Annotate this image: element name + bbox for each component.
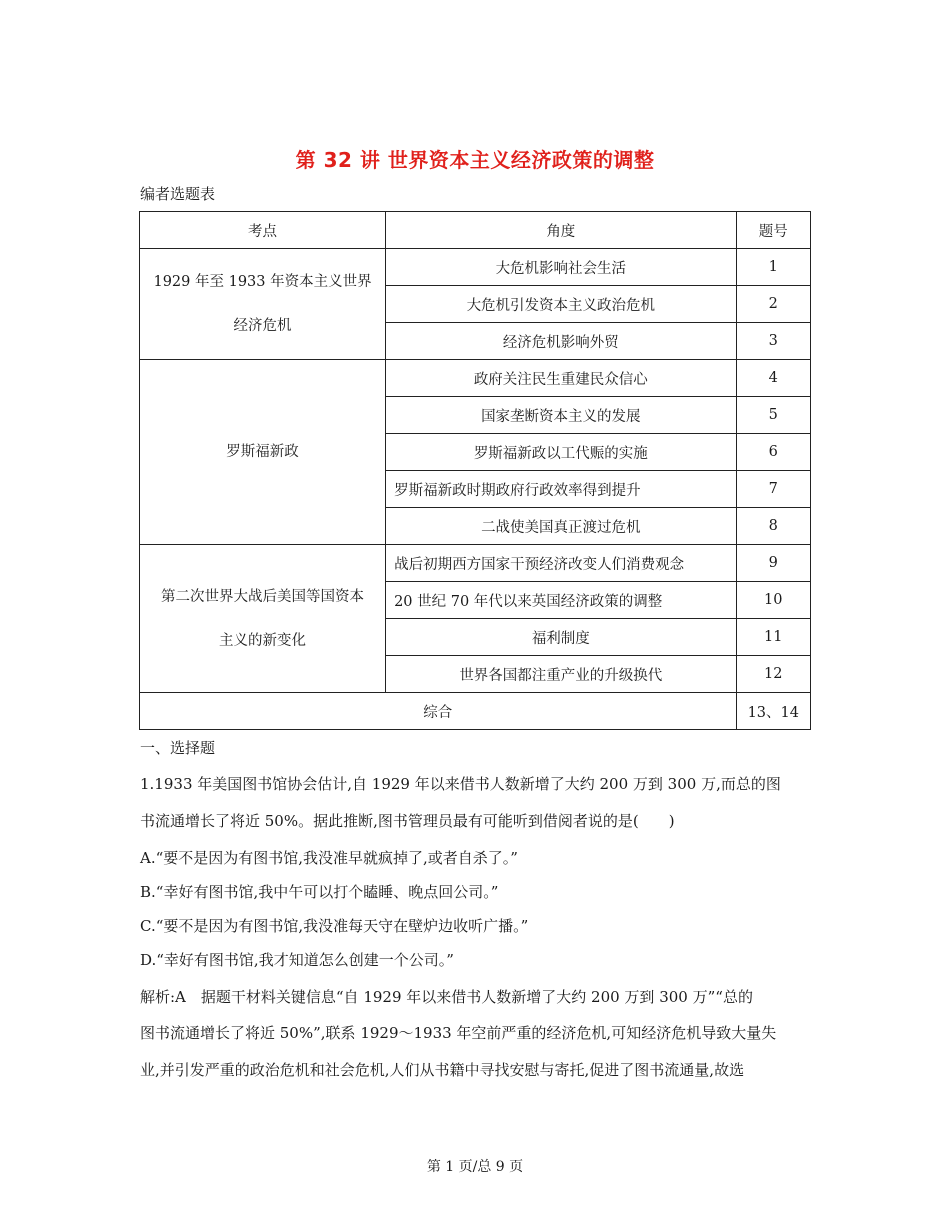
- page-title: 第 32 讲 世界资本主义经济政策的调整: [295, 148, 655, 172]
- angle-cell: 大危机影响社会生活: [386, 249, 736, 286]
- angle-cell: 大危机引发资本主义政治危机: [386, 286, 736, 323]
- header-number: 题号: [736, 212, 810, 249]
- section-heading: 一、选择题: [140, 739, 216, 757]
- topic-cell: [140, 360, 386, 545]
- angle-cell: 国家垄断资本主义的发展: [386, 397, 736, 434]
- number-cell: 8: [736, 508, 810, 545]
- number-cell: 7: [736, 471, 810, 508]
- angle-cell: 战后初期西方国家干预经济改变人们消费观念: [386, 545, 736, 582]
- header-angle: 角度: [386, 212, 736, 249]
- analysis-line: 解析:A 据题干材料关键信息“自 1929 年以来借书人数新增了大约 200 万到 300 万”“总的: [140, 988, 753, 1006]
- angle-cell: 政府关注民生重建民众信心: [386, 360, 736, 397]
- summary-number: 13、14: [736, 693, 810, 730]
- number-cell: 1: [736, 249, 810, 286]
- angle-cell: 罗斯福新政以工代赈的实施: [386, 434, 736, 471]
- analysis-line: 图书流通增长了将近 50%”,联系 1929～1933 年空前严重的经济危机,可知经济危机导致大量失: [140, 1024, 777, 1042]
- number-cell: 11: [736, 619, 810, 656]
- number-cell: 2: [736, 286, 810, 323]
- number-cell: 4: [736, 360, 810, 397]
- topic-line: 罗斯福新政: [226, 444, 299, 460]
- angle-cell: 世界各国都注重产业的升级换代: [386, 656, 736, 693]
- topic-line: 经济危机: [233, 318, 292, 334]
- topic-table: [139, 211, 811, 730]
- topic-line: 主义的新变化: [219, 632, 307, 649]
- analysis-line: 业,并引发严重的政治危机和社会危机,人们从书籍中寻找安慰与寄托,促进了图书流通量,故选: [140, 1061, 745, 1079]
- option-b: B.“幸好有图书馆,我中午可以打个瞌睡、晚点回公司。”: [140, 883, 499, 901]
- topic-line: 第二次世界大战后美国等国资本: [161, 588, 365, 605]
- number-cell: 5: [736, 397, 810, 434]
- header-topic: 考点: [140, 212, 386, 249]
- number-cell: 12: [736, 656, 810, 693]
- number-cell: 9: [736, 545, 810, 582]
- angle-cell: 20 世纪 70 年代以来英国经济政策的调整: [386, 582, 736, 619]
- summary-label: 综合: [140, 693, 737, 730]
- angle-cell: 罗斯福新政时期政府行政效率得到提升: [386, 471, 736, 508]
- angle-cell: 二战使美国真正渡过危机: [386, 508, 736, 545]
- topic-cell: [140, 545, 386, 693]
- table-row: [140, 545, 811, 582]
- table-caption: 编者选题表: [140, 185, 216, 203]
- option-a: A.“要不是因为有图书馆,我没准早就疯掉了,或者自杀了。”: [140, 849, 518, 867]
- question-line: 1.1933 年美国图书馆协会估计,自 1929 年以来借书人数新增了大约 200 万到 300 万,而总的图: [140, 775, 781, 793]
- question-line: 书流通增长了将近 50%。据此推断,图书管理员最有可能听到借阅者说的是( ): [140, 812, 675, 830]
- topic-cell: [140, 249, 386, 360]
- table-header-row: [140, 212, 811, 249]
- angle-cell: 经济危机影响外贸: [386, 323, 736, 360]
- number-cell: 3: [736, 323, 810, 360]
- table-row: [140, 249, 811, 286]
- topic-line: 1929 年至 1933 年资本主义世界: [153, 274, 372, 290]
- page-footer: 第 1 页/总 9 页: [426, 1159, 524, 1175]
- angle-cell: 福利制度: [386, 619, 736, 656]
- table-summary-row: [140, 693, 811, 730]
- option-d: D.“幸好有图书馆,我才知道怎么创建一个公司。”: [140, 951, 454, 969]
- option-c: C.“要不是因为有图书馆,我没准每天守在壁炉边收听广播。”: [140, 917, 529, 935]
- table-row: [140, 360, 811, 397]
- number-cell: 10: [736, 582, 810, 619]
- number-cell: 6: [736, 434, 810, 471]
